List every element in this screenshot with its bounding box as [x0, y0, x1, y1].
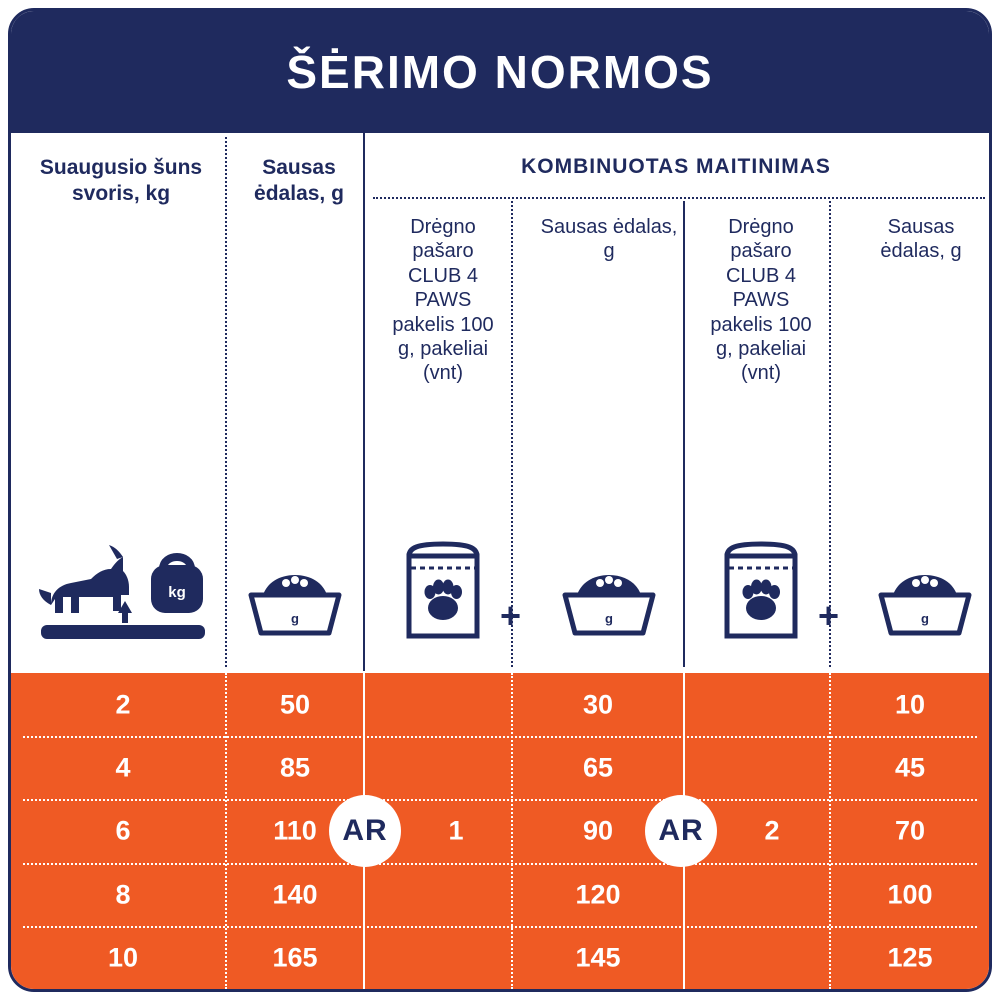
cell-dry-2: 45 [894, 752, 926, 783]
icon-cell-bowl-1 [545, 553, 673, 653]
svg-text:g: g [605, 611, 613, 626]
page-title: ŠĖRIMO NORMOS [286, 46, 714, 98]
icon-cell-pouch-1 [383, 535, 503, 655]
icon-cell-bowl-2 [861, 553, 989, 653]
cell-dry-2: 100 [887, 879, 933, 910]
cell-weight: 4 [115, 752, 131, 783]
cell-dry-only: 140 [272, 879, 318, 910]
cell-dry-1: 120 [575, 879, 621, 910]
cell-pouch-count-2: 2 [764, 815, 780, 846]
icon-cell-dog-scale [25, 529, 221, 657]
divider-combined-underline [373, 197, 985, 199]
cell-dry-2: 125 [887, 942, 933, 973]
cell-weight: 8 [115, 879, 131, 910]
plus-sign-1: + [500, 595, 522, 636]
header-col-pouch-1: Drėgno pašaro CLUB 4 PAWS pakelis 100 g, pakeliai (vnt) [392, 216, 494, 385]
icon-cell-bowl-main [235, 553, 355, 653]
svg-text:kg: kg [168, 584, 186, 601]
wet-food-pouch-icon [715, 540, 807, 650]
table-row [11, 926, 989, 989]
header-combined-title: KOMBINUOTAS MAITINIMAS [521, 155, 831, 178]
ar-badge-2: AR [645, 795, 717, 867]
dog-bowl-icon [871, 561, 979, 645]
header-col-dry: Sausas ėdalas, g [254, 156, 344, 205]
divider-weight-dry [225, 137, 227, 667]
divider-dry-combined [363, 133, 365, 671]
cell-dry-2: 10 [894, 689, 926, 720]
cell-dry-only: 110 [273, 815, 317, 846]
header-col-weight: Suaugusio šuns svoris, kg [39, 156, 203, 205]
data-rows [11, 673, 989, 989]
table-row [11, 863, 989, 926]
cell-dry-only: 165 [272, 942, 318, 973]
cell-pouch-count-1: 1 [448, 815, 464, 846]
table-header [11, 133, 989, 673]
cell-dry-1: 90 [582, 815, 614, 846]
svg-text:g: g [291, 611, 299, 626]
chart-frame [8, 8, 992, 992]
dog-on-scale-icon [33, 533, 213, 653]
cell-weight: 2 [115, 689, 131, 720]
icon-cell-pouch-2 [701, 535, 821, 655]
cell-weight: 10 [107, 942, 139, 973]
header-col-dry-1: Sausas ėdalas, g [540, 216, 678, 263]
cell-dry-1: 145 [575, 942, 621, 973]
wet-food-pouch-icon [397, 540, 489, 650]
cell-dry-1: 30 [582, 689, 614, 720]
header-col-pouch-2: Drėgno pašaro CLUB 4 PAWS pakelis 100 g, pakeliai (vnt) [710, 216, 812, 385]
plus-sign-2: + [818, 595, 840, 636]
table-row [11, 736, 989, 799]
cell-dry-only: 85 [279, 752, 311, 783]
table-row [11, 673, 989, 736]
cell-dry-1: 65 [582, 752, 614, 783]
cell-dry-2: 70 [894, 815, 926, 846]
ar-badge-1: AR [329, 795, 401, 867]
dog-bowl-icon [555, 561, 663, 645]
title-bar [11, 11, 989, 133]
cell-weight: 6 [115, 815, 131, 846]
svg-text:g: g [921, 611, 929, 626]
dog-bowl-icon [241, 561, 349, 645]
divider-group1-group2 [683, 201, 685, 667]
header-col-dry-2: Sausas ėdalas, g [880, 216, 962, 263]
cell-dry-only: 50 [279, 689, 311, 720]
